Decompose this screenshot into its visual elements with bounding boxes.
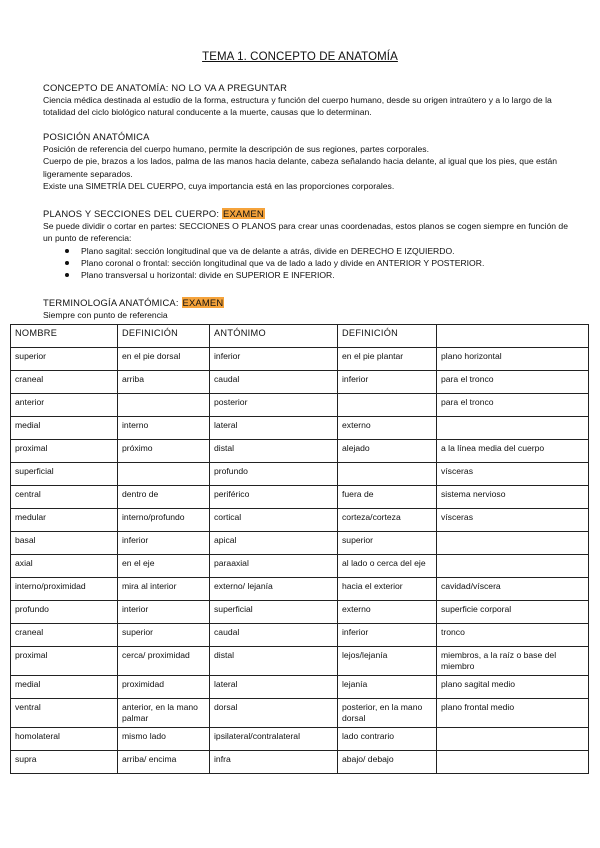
cell-notes: tronco xyxy=(437,624,589,647)
cell-antonimo: periférico xyxy=(210,486,338,509)
cell-definicion: dentro de xyxy=(118,486,210,509)
table-row xyxy=(11,394,589,417)
posicion-line-3: Existe una SIMETRÍA DEL CUERPO, cuya importancia está en las proporciones corporales. xyxy=(43,180,395,191)
terminologia-section xyxy=(43,296,571,321)
table-row xyxy=(11,676,589,699)
planos-intro: Se puede dividir o cortar en partes: SECCIONES O PLANOS para crear unas coordenadas, estos planos se cogen siempre en función de un punto de referencia: xyxy=(43,221,568,244)
posicion-section xyxy=(43,130,571,192)
cell-nombre: profundo xyxy=(11,601,118,624)
cell-nombre: central xyxy=(11,486,118,509)
cell-definicion: interior xyxy=(118,601,210,624)
cell-nombre: ventral xyxy=(11,699,118,728)
concepto-heading: CONCEPTO DE ANATOMÍA: NO LO VA A PREGUNTAR xyxy=(43,82,288,93)
cell-definicion-antonimo: corteza/corteza xyxy=(338,509,437,532)
cell-nombre: medial xyxy=(11,676,118,699)
cell-antonimo: lateral xyxy=(210,676,338,699)
posicion-heading: POSICIÓN ANATÓMICA xyxy=(43,131,150,142)
cell-antonimo: infra xyxy=(210,751,338,774)
cell-antonimo: cortical xyxy=(210,509,338,532)
planos-heading: PLANOS Y SECCIONES DEL CUERPO: xyxy=(43,208,220,219)
cell-notes xyxy=(437,555,589,578)
cell-nombre: craneal xyxy=(11,624,118,647)
cell-nombre: medial xyxy=(11,417,118,440)
header-definicion: DEFINICIÓN xyxy=(118,325,210,348)
table-row xyxy=(11,348,589,371)
cell-definicion: proximidad xyxy=(118,676,210,699)
cell-definicion-antonimo: inferior xyxy=(338,624,437,647)
cell-antonimo: distal xyxy=(210,647,338,676)
table-row xyxy=(11,601,589,624)
cell-definicion-antonimo: abajo/ debajo xyxy=(338,751,437,774)
cell-definicion: anterior, en la mano palmar xyxy=(118,699,210,728)
cell-notes: plano horizontal xyxy=(437,348,589,371)
cell-antonimo: caudal xyxy=(210,624,338,647)
posicion-line-2: Cuerpo de pie, brazos a los lados, palma de las manos hacia delante, cabeza señalando hacia delante, al igual que los pies, que están ligeramente separados. xyxy=(43,156,558,179)
cell-definicion-antonimo: al lado o cerca del eje xyxy=(338,555,437,578)
cell-nombre: axial xyxy=(11,555,118,578)
table-row xyxy=(11,371,589,394)
exam-badge: EXAMEN xyxy=(223,208,264,219)
cell-notes xyxy=(437,417,589,440)
cell-notes xyxy=(437,728,589,751)
cell-definicion-antonimo: en el pie plantar xyxy=(338,348,437,371)
header-notes xyxy=(437,325,589,348)
table-row xyxy=(11,699,589,728)
cell-nombre: supra xyxy=(11,751,118,774)
table-row xyxy=(11,578,589,601)
cell-notes xyxy=(437,532,589,555)
cell-definicion-antonimo: lejos/lejanía xyxy=(338,647,437,676)
list-item: Plano coronal o frontal: sección longitudinal que va de lado a lado y divide en ANTERIOR Y POSTERIOR. xyxy=(81,257,571,269)
cell-definicion: en el pie dorsal xyxy=(118,348,210,371)
cell-definicion-antonimo: externo xyxy=(338,417,437,440)
cell-notes xyxy=(437,751,589,774)
cell-definicion-antonimo xyxy=(338,394,437,417)
table-row xyxy=(11,532,589,555)
cell-nombre: proximal xyxy=(11,440,118,463)
cell-definicion: mira al interior xyxy=(118,578,210,601)
table-row xyxy=(11,647,589,676)
cell-antonimo: ipsilateral/contralateral xyxy=(210,728,338,751)
cell-definicion: interno/profundo xyxy=(118,509,210,532)
cell-definicion-antonimo xyxy=(338,463,437,486)
table-row xyxy=(11,555,589,578)
planos-heading-row xyxy=(43,207,571,220)
cell-definicion-antonimo: inferior xyxy=(338,371,437,394)
cell-definicion-antonimo: fuera de xyxy=(338,486,437,509)
cell-antonimo: superficial xyxy=(210,601,338,624)
cell-notes: sistema nervioso xyxy=(437,486,589,509)
cell-nombre: proximal xyxy=(11,647,118,676)
cell-definicion: en el eje xyxy=(118,555,210,578)
header-nombre: NOMBRE xyxy=(11,325,118,348)
terminologia-note: Siempre con punto de referencia xyxy=(43,310,168,320)
cell-definicion: superior xyxy=(118,624,210,647)
cell-definicion: próximo xyxy=(118,440,210,463)
table-row xyxy=(11,728,589,751)
cell-nombre: homolateral xyxy=(11,728,118,751)
cell-notes: superficie corporal xyxy=(437,601,589,624)
cell-antonimo: profundo xyxy=(210,463,338,486)
cell-definicion-antonimo: superior xyxy=(338,532,437,555)
cell-definicion xyxy=(118,463,210,486)
page-title: TEMA 1. CONCEPTO DE ANATOMÍA xyxy=(202,51,398,63)
cell-definicion-antonimo: hacia el exterior xyxy=(338,578,437,601)
cell-notes: a la línea media del cuerpo xyxy=(437,440,589,463)
table-row xyxy=(11,624,589,647)
cell-notes: plano frontal medio xyxy=(437,699,589,728)
cell-definicion: cerca/ proximidad xyxy=(118,647,210,676)
table-row xyxy=(11,463,589,486)
list-item: Plano transversal u horizontal: divide en SUPERIOR E INFERIOR. xyxy=(81,269,571,281)
table-row xyxy=(11,486,589,509)
cell-antonimo: externo/ lejanía xyxy=(210,578,338,601)
header-antonimo: ANTÓNIMO xyxy=(210,325,338,348)
terminologia-heading: TERMINOLOGÍA ANATÓMICA: xyxy=(43,297,179,308)
table-row xyxy=(11,509,589,532)
cell-notes: vísceras xyxy=(437,463,589,486)
exam-badge: EXAMEN xyxy=(182,297,224,308)
table-header-row xyxy=(11,325,589,348)
posicion-line-1: Posición de referencia del cuerpo humano, permite la descripción de sus regiones, partes corporales. xyxy=(43,144,429,154)
cell-notes: para el tronco xyxy=(437,371,589,394)
cell-nombre: craneal xyxy=(11,371,118,394)
cell-definicion: arriba xyxy=(118,371,210,394)
cell-definicion-antonimo: alejado xyxy=(338,440,437,463)
cell-nombre: anterior xyxy=(11,394,118,417)
cell-nombre: medular xyxy=(11,509,118,532)
cell-antonimo: paraaxial xyxy=(210,555,338,578)
cell-antonimo: caudal xyxy=(210,371,338,394)
cell-definicion: mismo lado xyxy=(118,728,210,751)
cell-antonimo: dorsal xyxy=(210,699,338,728)
cell-nombre: superficial xyxy=(11,463,118,486)
table-row xyxy=(11,417,589,440)
cell-nombre: basal xyxy=(11,532,118,555)
cell-definicion: inferior xyxy=(118,532,210,555)
planos-list xyxy=(43,245,571,282)
cell-notes: vísceras xyxy=(437,509,589,532)
cell-definicion-antonimo: externo xyxy=(338,601,437,624)
cell-notes: plano sagital medio xyxy=(437,676,589,699)
cell-definicion: arriba/ encima xyxy=(118,751,210,774)
cell-antonimo: inferior xyxy=(210,348,338,371)
cell-antonimo: lateral xyxy=(210,417,338,440)
header-definicion-antonimo: DEFINICIÓN xyxy=(338,325,437,348)
cell-notes: para el tronco xyxy=(437,394,589,417)
cell-nombre: interno/proximidad xyxy=(11,578,118,601)
cell-antonimo: apical xyxy=(210,532,338,555)
cell-definicion-antonimo: posterior, en la mano dorsal xyxy=(338,699,437,728)
planos-section xyxy=(43,207,571,281)
list-item: Plano sagital: sección longitudinal que va de delante a atrás, divide en DERECHO E IZQUIERDO. xyxy=(81,245,571,257)
terminology-table xyxy=(10,324,589,774)
terminologia-heading-row xyxy=(43,296,571,309)
cell-definicion xyxy=(118,394,210,417)
cell-definicion-antonimo: lejanía xyxy=(338,676,437,699)
concepto-section xyxy=(43,81,571,119)
cell-definicion-antonimo: lado contrario xyxy=(338,728,437,751)
cell-notes: miembros, a la raíz o base del miembro xyxy=(437,647,589,676)
cell-antonimo: posterior xyxy=(210,394,338,417)
cell-notes: cavidad/víscera xyxy=(437,578,589,601)
cell-definicion: interno xyxy=(118,417,210,440)
table-body xyxy=(11,348,589,774)
table-row xyxy=(11,440,589,463)
table-row xyxy=(11,751,589,774)
cell-antonimo: distal xyxy=(210,440,338,463)
concepto-body: Ciencia médica destinada al estudio de la forma, estructura y función del cuerpo humano, desde su origen intraútero y a lo largo de la totalidad del ciclo biológico natural conducente a la muerte, causas que lo determinan. xyxy=(43,95,552,118)
cell-nombre: superior xyxy=(11,348,118,371)
